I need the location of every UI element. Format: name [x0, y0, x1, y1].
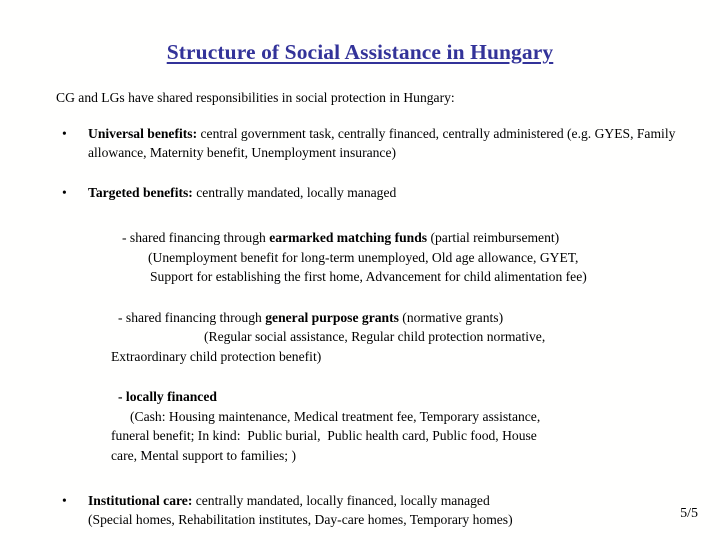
- spacer-3: [56, 287, 696, 308]
- bullet-targeted-benefits-label: Targeted benefits:: [88, 185, 193, 200]
- slide-body: [56, 90, 696, 529]
- bullet-institutional-care-text: [88, 491, 696, 510]
- bullet-institutional-care: [56, 491, 696, 510]
- bullet-dot-icon: •: [62, 126, 67, 141]
- bullet-dot-icon: •: [62, 493, 67, 508]
- spacer-4: [56, 366, 696, 387]
- lead-paragraph: CG and LGs have shared responsibilities in social protection in Hungary:: [56, 90, 455, 105]
- subblock-general-detail-2: Extraordinary child protection benefit): [111, 348, 322, 364]
- subblock-general-purpose-grants: [56, 308, 696, 367]
- spacer-5: [56, 465, 696, 491]
- bullet-institutional-care-label: Institutional care:: [88, 493, 193, 508]
- subblock-general-term: general purpose grants: [265, 309, 399, 325]
- subblock-locally-detail-1: (Cash: Housing maintenance, Medical treatment fee, Temporary assistance,: [130, 408, 541, 424]
- subblock-locally-detail-2: funeral benefit; In kind: Public burial, Public health card, Public food, House: [111, 428, 537, 443]
- subblock-locally-financed: [56, 387, 696, 465]
- spacer-2: [56, 202, 696, 228]
- bullet-targeted-benefits-body: centrally mandated, locally managed: [192, 185, 397, 200]
- subblock-earmarked-detail-1: (Unemployment benefit for long-term unemployed, Old age allowance, GYET,: [148, 249, 579, 265]
- bullet-universal-benefits-text: [88, 124, 696, 162]
- subblock-general-dash-prefix: - shared financing through: [118, 309, 266, 325]
- bullet-dot-icon: •: [62, 185, 67, 200]
- subblock-earmarked-term: earmarked matching funds: [269, 230, 428, 245]
- bullet-universal-benefits: [56, 124, 696, 162]
- bullet-universal-benefits-body: central government task, centrally financed, centrally administered (e.g. GYES, Family allowance, Maternity benefit, Unemployment insurance): [88, 126, 676, 160]
- bullet-institutional-care-continuation: (Special homes, Rehabilitation institutes, Day-care homes, Temporary homes): [88, 512, 513, 527]
- subblock-earmarked-detail-2: Support for establishing the first home, Advancement for child alimentation fee): [150, 269, 587, 284]
- bullet-universal-benefits-label: Universal benefits:: [88, 126, 198, 141]
- subblock-locally-term: - locally financed: [118, 389, 217, 404]
- subblock-locally-detail-3: care, Mental support to families; ): [111, 447, 296, 463]
- page-number: 5/5: [680, 506, 698, 521]
- bullet-targeted-benefits-text: [88, 183, 696, 202]
- subblock-locally-heading: [56, 387, 696, 407]
- spacer-1: [56, 162, 696, 183]
- page-title: Structure of Social Assistance in Hungary: [166, 40, 554, 64]
- subblock-general-detail-1: (Regular social assistance, Regular child protection normative,: [204, 329, 546, 344]
- subblock-earmarked-dash-suffix: (partial reimbursement): [427, 230, 560, 245]
- bullet-targeted-benefits: [56, 183, 696, 202]
- subblock-earmarked-matching-funds: [56, 228, 696, 287]
- subblock-general-dash-suffix: (normative grants): [398, 309, 504, 325]
- subblock-earmarked-heading: [56, 228, 696, 248]
- bullet-institutional-care-body: centrally mandated, locally financed, locally managed: [192, 493, 490, 508]
- subblock-earmarked-dash-prefix: - shared financing through: [122, 230, 270, 245]
- subblock-general-heading: [56, 308, 696, 328]
